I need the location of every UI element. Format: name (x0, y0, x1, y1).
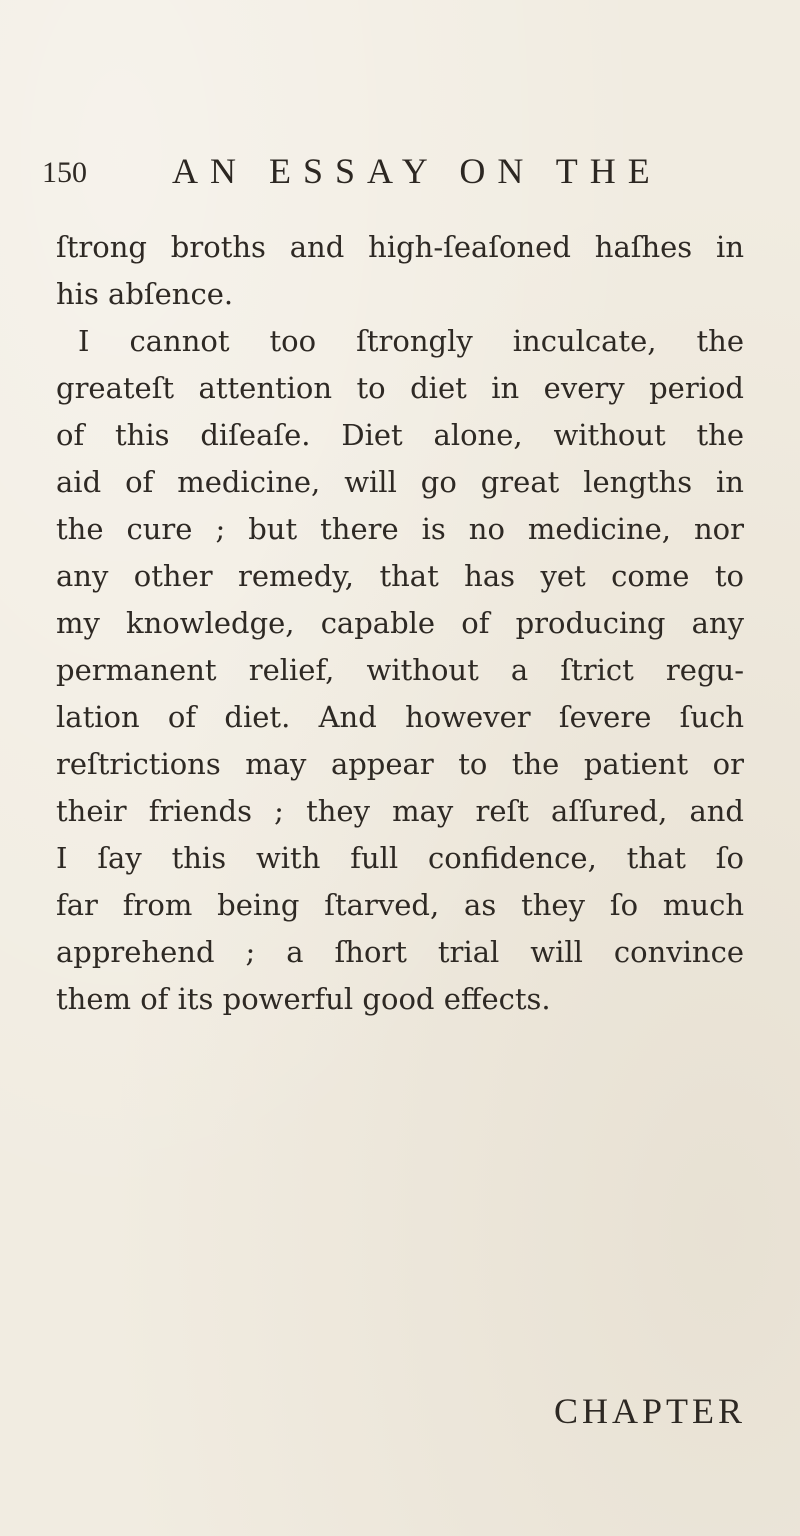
text-line: I ſay this with full confidence, that ſo (56, 841, 744, 875)
running-title: AN ESSAY ON THE (172, 151, 662, 191)
text-line: of this diſeaſe. Diet alone, without the (56, 418, 744, 452)
text-line: the cure ; but there is no medicine, nor (56, 512, 744, 546)
text-line: permanent relief, without a ſtrict regu- (56, 653, 744, 687)
text-line: them of its powerful good effects. (56, 982, 551, 1016)
text-line: his abſence. (56, 277, 234, 311)
text-line: apprehend ; a ſhort trial will convince (56, 935, 744, 969)
text-line: I cannot too ſtrongly inculcate, the (78, 324, 744, 358)
text-line: greateſt attention to diet in every period (56, 371, 744, 405)
catchword: CHAPTER (554, 1391, 747, 1431)
text-line: reſtrictions may appear to the patient or (56, 747, 744, 781)
page-number: 150 (42, 156, 87, 189)
page-header (42, 150, 742, 194)
text-line: far from being ſtarved, as they ſo much (56, 888, 744, 922)
text-line: ſtrong broths and high-ſeaſoned haſhes in (56, 230, 744, 264)
body-text (56, 224, 744, 1023)
text-line: any other remedy, that has yet come to (56, 559, 744, 593)
text-line: lation of diet. And however ſevere ſuch (56, 700, 744, 734)
text-line: their friends ; they may reſt aſſured, and (56, 794, 744, 828)
text-line: my knowledge, capable of producing any (56, 606, 744, 640)
text-line: aid of medicine, will go great lengths in (56, 465, 744, 499)
